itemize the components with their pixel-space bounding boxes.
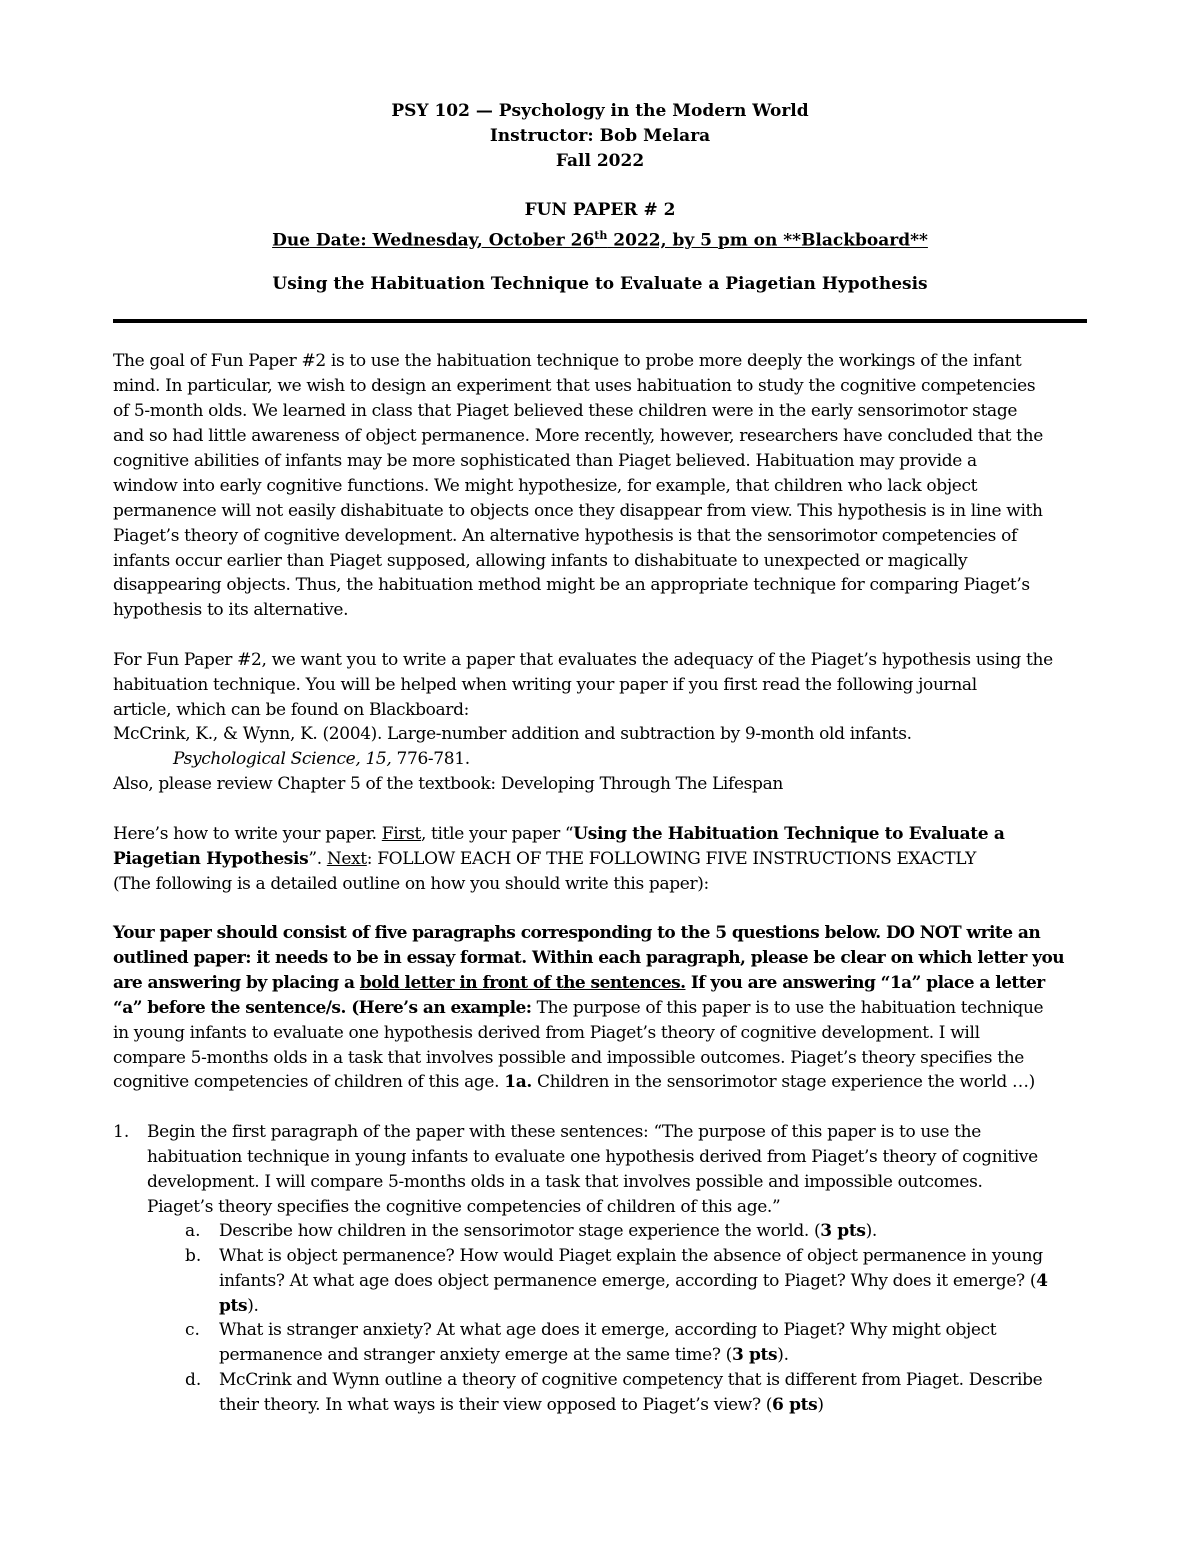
- intro-line: mind. In particular, we wish to design an experiment that uses habituation to study the cognitive competencies: [113, 376, 1036, 396]
- subitem-letter: a.: [185, 1221, 201, 1241]
- subitem-text: permanence and stranger anxiety emerge at the same time? (: [219, 1345, 732, 1365]
- para2-line: article, which can be found on Blackboard:: [113, 700, 469, 720]
- horizontal-rule: [113, 319, 1087, 323]
- howto-line: [113, 822, 1087, 847]
- para2-line: For Fun Paper #2, we want you to write a paper that evaluates the adequacy of the Piaget’s hypothesis using the: [113, 650, 1053, 670]
- due-date-suffix: 2022, by 5 pm on **Blackboard**: [607, 230, 928, 251]
- rules-line: [113, 996, 1087, 1021]
- points: 4: [1036, 1271, 1048, 1291]
- subitem-letter: b.: [185, 1246, 202, 1266]
- subitem-line: [219, 1269, 1087, 1294]
- intro-line: permanence will not easily dishabituate to objects once they disappear from view. This hypothesis is in line with: [113, 501, 1043, 521]
- rules-line: outlined paper: it needs to be in essay format. Within each paragraph, please be clear on which letter you: [113, 948, 1065, 968]
- rules-text: cognitive competencies of children of this age.: [113, 1072, 505, 1092]
- rules-line: [113, 1070, 1087, 1095]
- rules-bold: “a” before the sentence/s. (Here’s an example:: [113, 998, 532, 1018]
- intro-line: The goal of Fun Paper #2 is to use the habituation technique to probe more deeply the workings of the infant: [113, 351, 1022, 371]
- subitem-text: infants? At what age does object permanence emerge, according to Piaget? Why does it emerge? (: [219, 1271, 1037, 1291]
- question-line: Begin the first paragraph of the paper with these sentences: “The purpose of this paper is to use the: [147, 1122, 981, 1142]
- citation-journal-line: [173, 747, 1087, 772]
- paper-title: [113, 272, 1087, 297]
- rules-text: The purpose of this paper is to use the habituation technique: [531, 998, 1044, 1018]
- review-line: Also, please review Chapter 5 of the textbook: Developing Through The Lifespan: [113, 774, 783, 794]
- subitem-letter: c.: [185, 1320, 200, 1340]
- howto-line: [113, 847, 1087, 872]
- intro-line: and so had little awareness of object permanence. More recently, however, researchers have concluded that the: [113, 426, 1043, 446]
- term-line: Fall 2022: [555, 151, 645, 171]
- header: [113, 99, 1087, 174]
- subitem-line: [219, 1219, 1087, 1244]
- rules-line: compare 5-months olds in a task that involves possible and impossible outcomes. Piaget’s theory specifies the: [113, 1048, 1025, 1068]
- intro-line: of 5-month olds. We learned in class that Piaget believed these children were in the early sensorimotor stage: [113, 401, 1018, 421]
- points: pts: [219, 1296, 248, 1316]
- rules-underlined: bold letter in front of the sentences.: [359, 973, 686, 993]
- howto-text: ”.: [308, 849, 327, 869]
- question-line: Piaget’s theory specifies the cognitive competencies of children of this age.”: [147, 1197, 781, 1217]
- rules-text: Children in the sensorimotor stage experience the world …): [531, 1072, 1035, 1092]
- howto-text: Here’s how to write your paper.: [113, 824, 382, 844]
- due-date-prefix: Due Date: Wednesday, October 26: [272, 230, 595, 251]
- citation-journal: Psychological Science, 15,: [173, 749, 392, 769]
- subitem-text: ).: [247, 1296, 259, 1316]
- rules-line: in young infants to evaluate one hypothesis derived from Piaget’s theory of cognitive development. I will: [113, 1023, 980, 1043]
- subitem-line: [219, 1343, 1087, 1368]
- subitem-letter: d.: [185, 1370, 202, 1390]
- subitem-text: ).: [777, 1345, 789, 1365]
- howto-first: First: [381, 824, 421, 844]
- howto-title-bold: Using the Habituation Technique to Evaluate a: [573, 824, 1005, 844]
- question-line: habituation technique in young infants to evaluate one hypothesis derived from Piaget’s theory of cognitive: [147, 1147, 1038, 1167]
- points: 3 pts: [731, 1345, 778, 1365]
- question-number: 1.: [113, 1122, 130, 1142]
- question-line: development. I will compare 5-months olds in a task that involves possible and impossible outcomes.: [147, 1172, 983, 1192]
- subitem-line: McCrink and Wynn outline a theory of cognitive competency that is different from Piaget. Describe: [219, 1370, 1043, 1390]
- intro-line: disappearing objects. Thus, the habituation method might be an appropriate technique for comparing Piaget’s: [113, 575, 1030, 595]
- rules-line: Your paper should consist of five paragraphs corresponding to the 5 questions below. DO NOT write an: [113, 923, 1041, 943]
- paper-title-text: Using the Habituation Technique to Evaluate a Piagetian Hypothesis: [272, 274, 928, 294]
- due-date: [113, 223, 1087, 254]
- points: 6 pts: [772, 1395, 818, 1415]
- howto-line: (The following is a detailed outline on how you should write this paper):: [113, 874, 709, 894]
- subitem-text: ): [817, 1395, 824, 1415]
- course-title: PSY 102 — Psychology in the Modern World: [391, 101, 809, 121]
- intro-line: hypothesis to its alternative.: [113, 600, 349, 620]
- subitem-line: [219, 1393, 1087, 1418]
- points: 3 pts: [820, 1221, 866, 1241]
- howto-text: : FOLLOW EACH OF THE FOLLOWING FIVE INSTRUCTIONS EXACTLY: [366, 849, 976, 869]
- due-date-superscript: th: [594, 229, 608, 242]
- intro-line: window into early cognitive functions. We might hypothesize, for example, that children who lack object: [113, 476, 978, 496]
- intro-line: infants occur earlier than Piaget supposed, allowing infants to dishabituate to unexpected or magically: [113, 551, 968, 571]
- rules-text: If you are answering “1a” place a letter: [685, 973, 1045, 993]
- rules-line: [113, 971, 1087, 996]
- instructor-line: Instructor: Bob Melara: [489, 126, 711, 146]
- rules-bold: 1a.: [504, 1072, 532, 1092]
- subitem-line: [219, 1294, 1087, 1319]
- rules-text: are answering by placing a: [113, 973, 360, 993]
- citation-pages: 776-781.: [391, 749, 470, 769]
- subitem-text: their theory. In what ways is their view opposed to Piaget’s view? (: [219, 1395, 773, 1415]
- paper-number: FUN PAPER # 2: [524, 200, 676, 220]
- citation-line: McCrink, K., & Wynn, K. (2004). Large-number addition and subtraction by 9-month old infants.: [113, 724, 912, 744]
- howto-text: , title your paper “: [420, 824, 574, 844]
- intro-line: cognitive abilities of infants may be more sophisticated than Piaget believed. Habituation may provide a: [113, 451, 977, 471]
- howto-next: Next: [326, 849, 367, 869]
- intro-line: Piaget’s theory of cognitive development. An alternative hypothesis is that the sensorimotor competencies of: [113, 526, 1017, 546]
- subitem-text: Describe how children in the sensorimotor stage experience the world. (: [219, 1221, 821, 1241]
- subitem-line: What is stranger anxiety? At what age does it emerge, according to Piaget? Why might object: [219, 1320, 997, 1340]
- subitem-text: ).: [865, 1221, 877, 1241]
- subitem-line: What is object permanence? How would Piaget explain the absence of object permanence in young: [219, 1246, 1043, 1266]
- para2-line: habituation technique. You will be helped when writing your paper if you first read the following journal: [113, 675, 977, 695]
- assignment-heading: [113, 198, 1087, 254]
- howto-title-bold: Piagetian Hypothesis: [113, 849, 309, 869]
